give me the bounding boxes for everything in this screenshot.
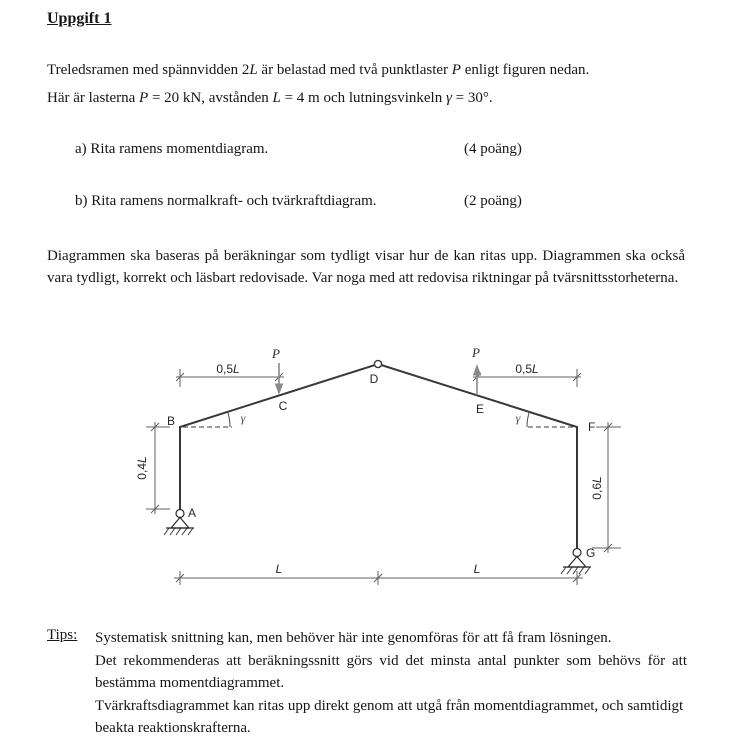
angle-arc-right [527, 412, 529, 427]
text-segment: = 4 m och lutningsvinkeln [280, 90, 446, 106]
node-label-f: F [588, 420, 596, 434]
tips-line-3: Tvärkraftsdiagrammet kan ritas upp direkt genom att utgå från momentdiagrammet, och samtidigt beakta reaktionskrafterna. [95, 697, 684, 737]
text-segment: = 30°. [451, 90, 493, 106]
tips-line-2: Det rekommenderas att beräkningssnitt görs vid det minsta antal punkter som behövs för att bestämma momentdiagrammet. [95, 652, 687, 692]
dim-label-top-left: 0,5L [216, 362, 240, 376]
node-label-e: E [475, 402, 485, 416]
task-b-label: b) Rita ramens normalkraft- och tvärkraftdiagram. [75, 193, 377, 209]
frame-diagram [0, 330, 731, 620]
dim-label-top-right: 0,5L [515, 362, 539, 376]
text-segment-italic: γ [445, 90, 452, 106]
load-label-left: P [272, 346, 280, 361]
angle-label-left: γ [240, 411, 246, 425]
text-segment: Treledsramen med spännvidden 2 [47, 62, 250, 78]
angle-label-right: γ [515, 411, 521, 425]
task-b-points: (2 poäng) [464, 193, 522, 209]
node-label-g: G [586, 546, 596, 560]
text-segment-italic: L [249, 62, 258, 78]
angle-arc-left [228, 412, 230, 427]
load-arrow-down-icon [275, 363, 283, 395]
apex-hinge-icon [374, 360, 381, 367]
node-label-d: D [369, 372, 379, 386]
page-title: Uppgift 1 [47, 10, 112, 27]
tips-label: Tips: [47, 627, 78, 643]
intro-line-2 [47, 90, 493, 107]
tips-body [95, 627, 687, 740]
dim-label-span-left: L [275, 562, 283, 576]
text-segment: är belastad med två punktlaster [257, 62, 452, 78]
load-label-right: P [472, 345, 480, 360]
node-label-c: C [278, 399, 288, 413]
node-label-a: A [188, 506, 197, 520]
intro-line-1 [47, 62, 589, 79]
dim-left [146, 422, 170, 514]
dim-label-right: 0,6L [590, 476, 604, 500]
node-label-b: B [166, 414, 176, 428]
frame-outline [180, 364, 577, 548]
text-segment-italic: L [272, 90, 281, 106]
dim-bottom [174, 571, 583, 585]
text-segment-italic: P [451, 62, 461, 78]
dim-label-span-right: L [473, 562, 481, 576]
dim-label-left: 0,4L [135, 456, 149, 480]
text-segment-italic: P [139, 90, 149, 106]
task-a-label: a) Rita ramens momentdiagram. [75, 141, 269, 157]
text-segment: enligt figuren nedan. [460, 62, 590, 78]
requirements-paragraph: Diagrammen ska baseras på beräkningar som tydligt visar hur de kan ritas upp. Diagrammen ska också vara tydligt, korrekt och läsbart redovisade. Var noga med att redovisa riktningar på tvärsnittsstorheterna. [47, 248, 685, 286]
text-segment: Här är lasterna [47, 90, 140, 106]
tips-line-1: Systematisk snittning kan, men behöver här inte genomföras för att få fram lösningen. [95, 630, 612, 646]
text-segment: = 20 kN, avstånden [148, 90, 273, 106]
task-a-points: (4 poäng) [464, 141, 522, 157]
